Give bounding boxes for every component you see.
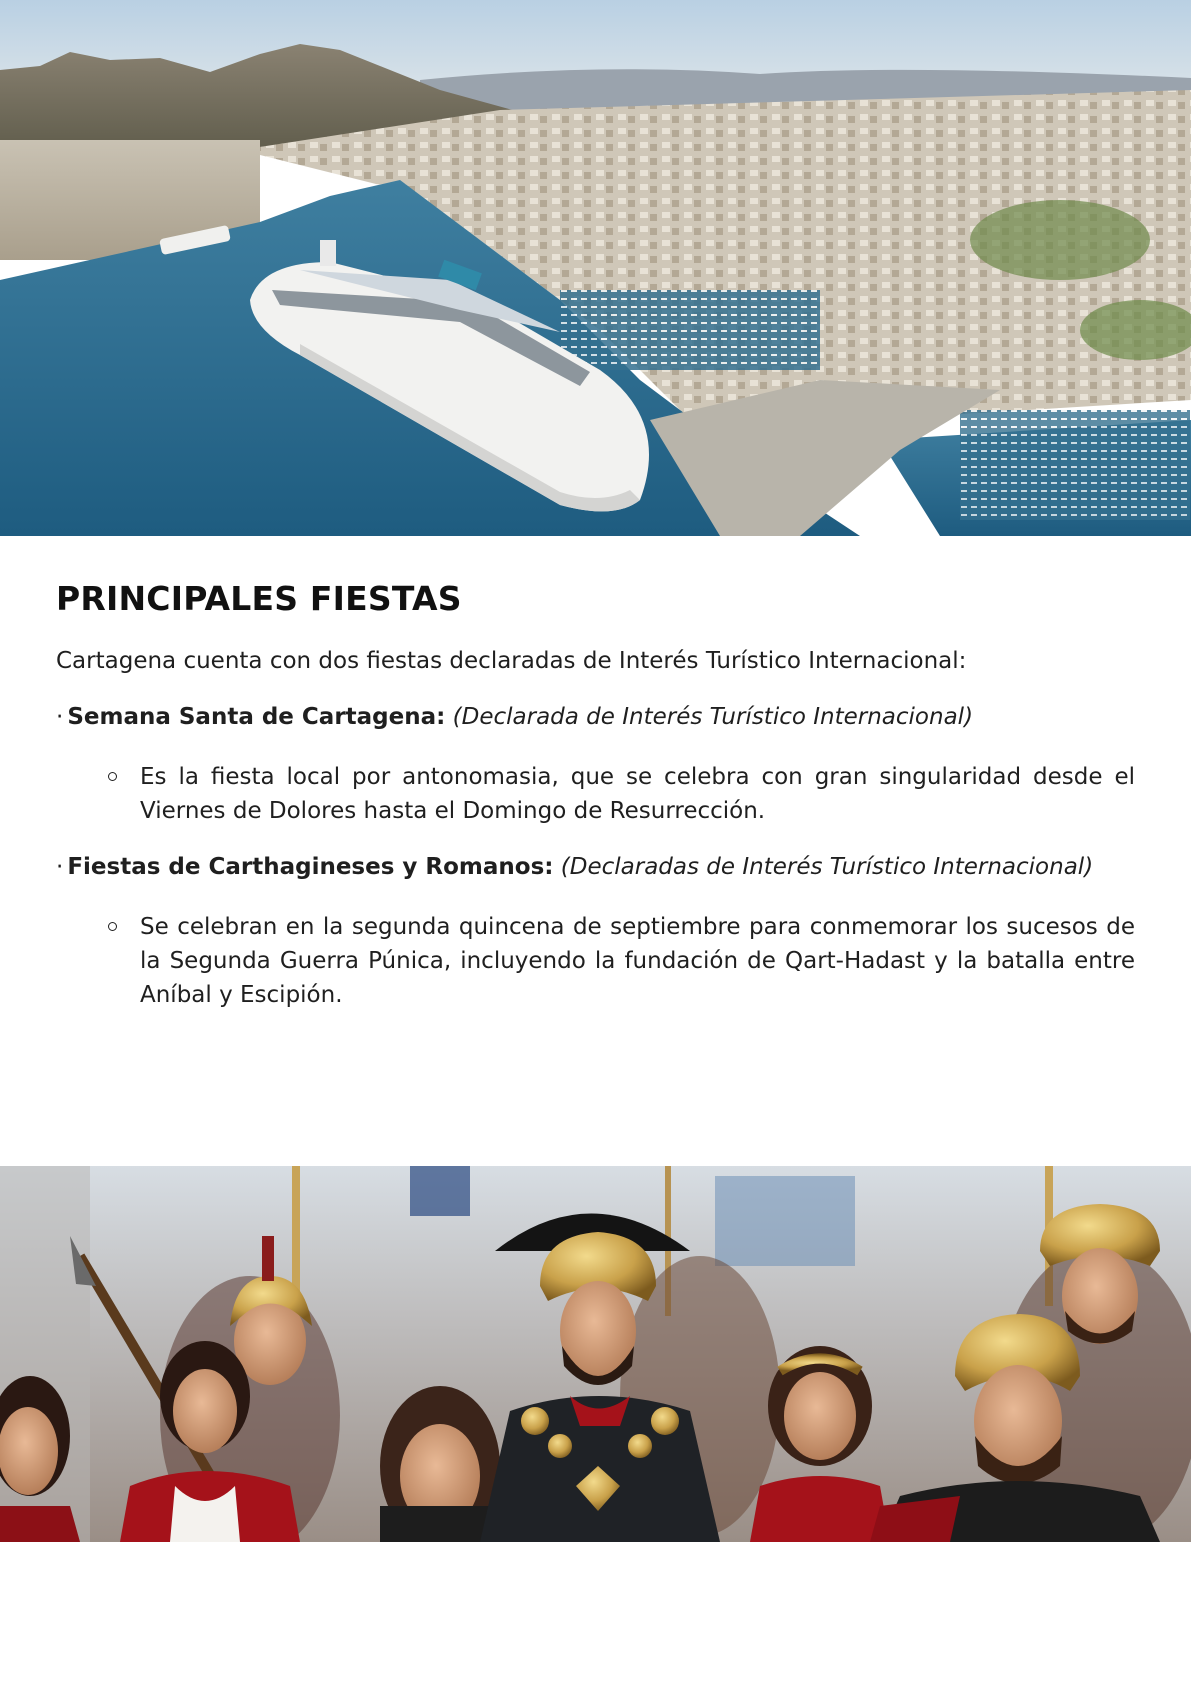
fiesta-description: Es la fiesta local por antonomasia, que se celebra con gran singularidad desde el Viernes de Dolores hasta el Domingo de Resurrección. [140, 764, 1135, 824]
fiesta-name: Semana Santa de Cartagena: [67, 704, 446, 730]
port-aerial-illustration [0, 0, 1191, 536]
fiesta-note: (Declaradas de Interés Turístico Internacional) [560, 854, 1094, 880]
circle-bullet-icon [108, 772, 117, 781]
list-item [140, 760, 1135, 828]
fiesta-name: Fiestas de Carthagineses y Romanos: [67, 854, 554, 880]
port-aerial-photo [0, 0, 1191, 536]
fiesta-detail-list [56, 910, 1135, 1012]
section-intro: Cartagena cuenta con dos fiestas declaradas de Interés Turístico Internacional: [56, 648, 967, 674]
bullet-marker: · [56, 854, 64, 880]
parade-illustration [0, 1166, 1191, 1542]
marina [560, 290, 820, 370]
fiesta-note: (Declarada de Interés Turístico Internacional) [452, 704, 974, 730]
fiesta-title-carthagineses [56, 850, 1135, 884]
fiesta-description: Se celebran en la segunda quincena de septiembre para conmemorar los sucesos de la Segunda Guerra Púnica, incluyendo la fundación de Qart-Hadast y la batalla entre Aníbal y Escipión. [140, 914, 1135, 1008]
bullet-marker: · [56, 704, 64, 730]
list-item [140, 910, 1135, 1012]
parade-photo [0, 1166, 1191, 1542]
section-title: PRINCIPALES FIESTAS [56, 579, 462, 618]
woman-center-left [380, 1386, 500, 1542]
fiesta-detail-list [56, 760, 1135, 828]
circle-bullet-icon [108, 922, 117, 931]
fiestas-section [56, 574, 1135, 1012]
fiesta-title-semana-santa [56, 700, 1135, 734]
